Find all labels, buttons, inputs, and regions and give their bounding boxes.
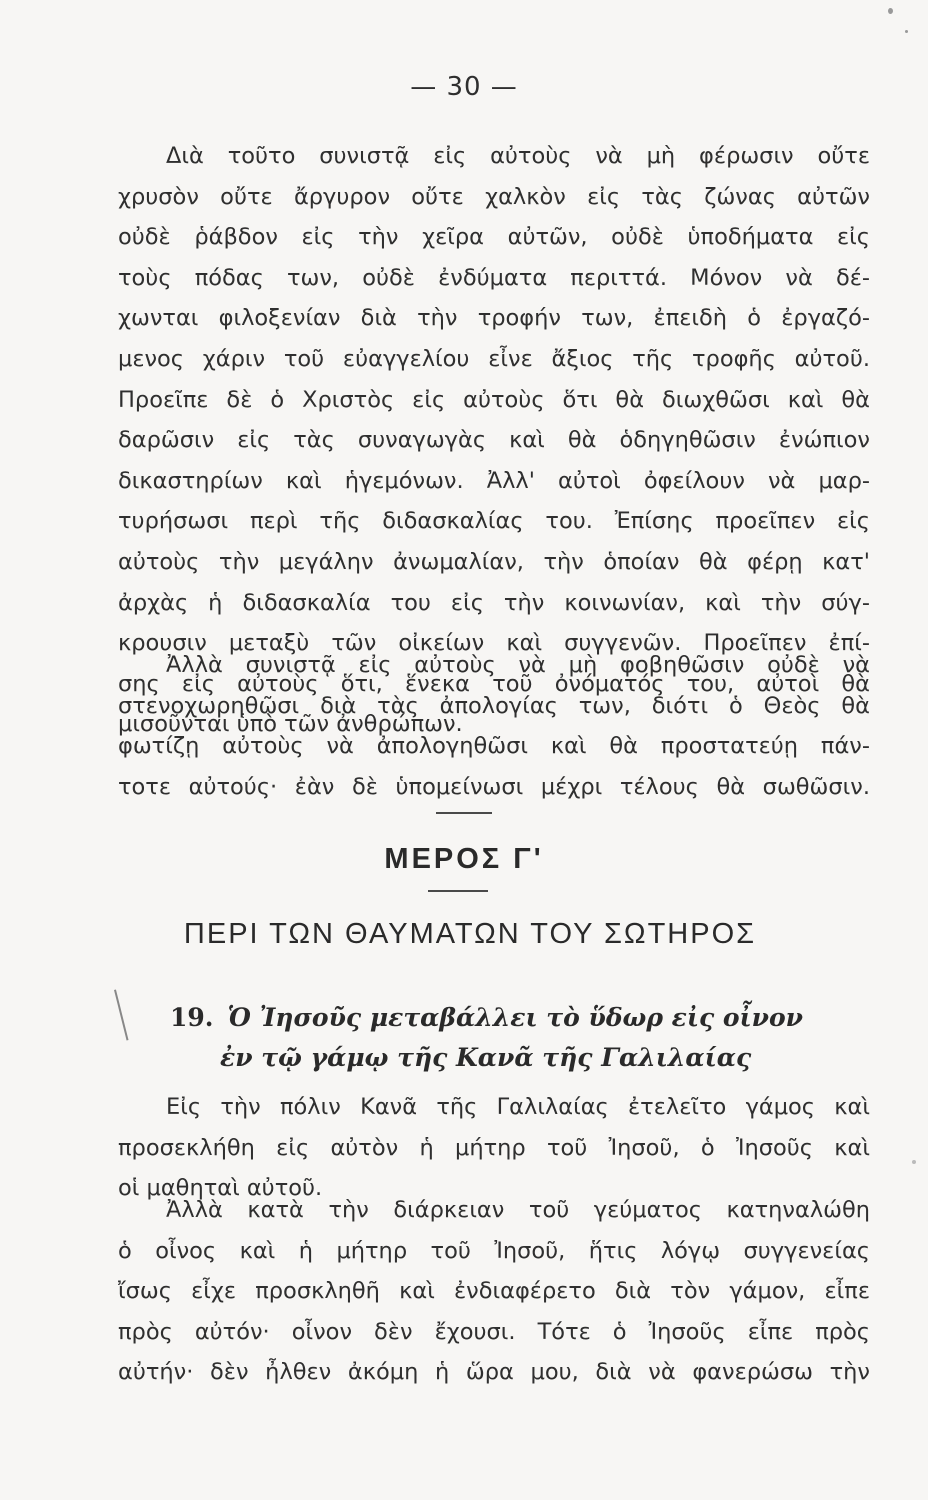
- heading-line-2: ἐν τῷ γάμῳ τῆς Κανᾶ τῆς Γαλιλαίας: [220, 1043, 752, 1072]
- text-line: Ἀλλὰ κατὰ τὴν διάρκειαν τοῦ γεύματος κατηναλώθη: [166, 1197, 870, 1223]
- text-line: χρυσὸν οὔτε ἄργυρον οὔτε χαλκὸν εἰς τὰς ζώνας αὐτῶν: [118, 183, 870, 210]
- text-line: στενοχωρηθῶσι διὰ τὰς ἀπολογίας των, διότι ὁ Θεὸς θὰ: [118, 692, 870, 719]
- paragraph-2: [118, 645, 870, 807]
- section-title: ΜΕΡΟΣ Γ': [384, 843, 544, 875]
- text-line: δικαστηρίων καὶ ἡγεμόνων. Ἀλλ' αὐτοὶ ὀφείλουν νὰ μαρ-: [118, 467, 870, 494]
- margin-mark: [114, 990, 129, 1041]
- page-number: — 30 —: [410, 72, 518, 102]
- text-line: δαρῶσιν εἰς τὰς συναγωγὰς καὶ θὰ ὁδηγηθῶσιν ἐνώπιον: [118, 427, 870, 454]
- text-line: οἱ μαθηταὶ αὐτοῦ.: [118, 1175, 323, 1202]
- text-line: τυρήσωσι περὶ τῆς διδασκαλίας του. Ἐπίσης προεῖπεν εἰς: [118, 508, 870, 535]
- text-line: αὐτήν· δὲν ἦλθεν ἀκόμη ἡ ὥρα μου, διὰ νὰ φανερώσω τὴν: [118, 1359, 870, 1386]
- section-subtitle: ΠΕΡΙ ΤΩΝ ΘΑΥΜΑΤΩΝ ΤΟΥ ΣΩΤΗΡΟΣ: [183, 918, 757, 950]
- text-line: οὐδὲ ῥάβδον εἰς τὴν χεῖρα αὐτῶν, οὐδὲ ὑποδήματα εἰς: [118, 224, 870, 251]
- paper-speck: [888, 8, 893, 14]
- text-line: τοὺς πόδας των, οὐδὲ ἐνδύματα περιττά. Μόνον νὰ δέ-: [118, 264, 870, 291]
- text-line: Εἰς τὴν πόλιν Κανᾶ τῆς Γαλιλαίας ἐτελεῖτο γάμος καὶ: [166, 1094, 870, 1120]
- paper-speck: [905, 30, 908, 33]
- text-line: ἴσως εἶχε προσκληθῆ καὶ ἐνδιαφέρετο διὰ τὸν γάμον, εἶπε: [118, 1278, 870, 1305]
- divider: [428, 890, 488, 892]
- paper-speck: [912, 1160, 916, 1164]
- text-line: ὁ οἶνος καὶ ἡ μήτηρ τοῦ Ἰησοῦ, ἥτις λόγῳ συγγενείας: [118, 1237, 870, 1264]
- divider: [436, 812, 492, 814]
- text-line: χωνται φιλοξενίαν διὰ τὴν τροφήν των, ἐπειδὴ ὁ ἐργαζό-: [118, 305, 870, 332]
- text-line: Προεῖπε δὲ ὁ Χριστὸς εἰς αὐτοὺς ὅτι θὰ διωχθῶσι καὶ θὰ: [118, 386, 870, 413]
- heading-line-1: Ὁ Ἰησοῦς μεταβάλλει τὸ ὕδωρ εἰς οἶνον: [227, 1003, 804, 1032]
- text-line: κρουσιν μεταξὺ τῶν οἰκείων καὶ συγγενῶν. Προεῖπεν ἐπί-: [118, 630, 870, 657]
- text-line: σης εἰς αὐτοὺς ὅτι, ἕνεκα τοῦ ὀνόματός του, αὐτοὶ θὰ: [118, 670, 870, 697]
- paragraph-4: [118, 1190, 870, 1393]
- text-line: μισοῦνται ὑπὸ τῶν ἀνθρώπων.: [118, 711, 463, 738]
- text-line: ἀρχὰς ἡ διδασκαλία του εἰς τὴν κοινωνίαν, καὶ τὴν σύγ-: [118, 589, 870, 616]
- text-line: τοτε αὐτούς· ἐὰν δὲ ὑπομείνωσι μέχρι τέλους θὰ σωθῶσιν.: [118, 773, 870, 800]
- text-line: μενος χάριν τοῦ εὐαγγελίου εἶνε ἄξιος τῆς τροφῆς αὐτοῦ.: [118, 345, 870, 372]
- chapter-heading: [170, 998, 850, 1078]
- text-line: φωτίζῃ αὐτοὺς νὰ ἀπολογηθῶσι καὶ θὰ προστατεύῃ πάν-: [118, 733, 870, 760]
- text-line: Ἀλλὰ συνιστᾷ εἰς αὐτοὺς νὰ μὴ φοβηθῶσιν οὐδὲ νὰ: [166, 652, 870, 678]
- text-line: πρὸς αὐτόν· οἶνον δὲν ἔχουσι. Τότε ὁ Ἰησοῦς εἶπε πρὸς: [118, 1318, 870, 1345]
- text-line: αὐτοὺς τὴν μεγάλην ἀνωμαλίαν, τὴν ὁποίαν θὰ φέρῃ κατ': [118, 548, 870, 575]
- text-line: Διὰ τοῦτο συνιστᾷ εἰς αὐτοὺς νὰ μὴ φέρωσιν οὔτε: [166, 143, 870, 169]
- heading-number: 19.: [170, 1003, 214, 1032]
- text-line: προσεκλήθη εἰς αὐτὸν ἡ μήτηρ τοῦ Ἰησοῦ, ὁ Ἰησοῦς καὶ: [118, 1134, 870, 1161]
